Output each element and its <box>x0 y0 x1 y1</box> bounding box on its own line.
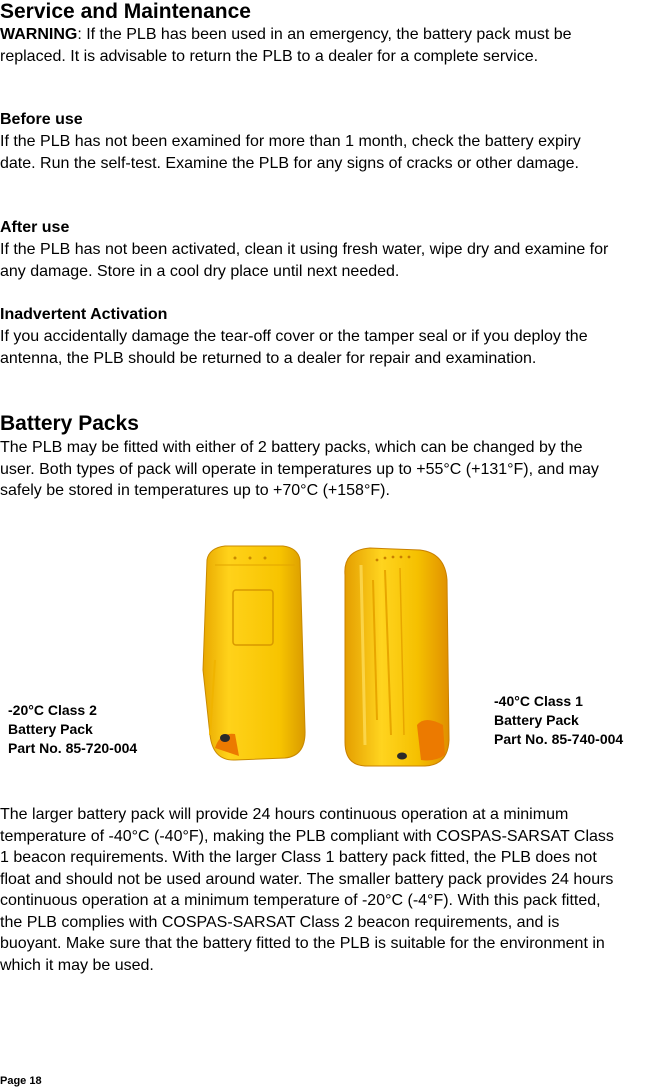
battery-packs-detail: The larger battery pack will provide 24 hours continuous operation at a minimum temperature of -40°C (-40°F), making the PLB compliant with COSPAS-SARSAT Class 1 beacon requirements. With the larger Class 1 battery pack fitted, the PLB does not float and should not be used around water. The smaller battery pack provides 24 hours continuous operation at a minimum temperature of -20°C (-4°F). With this pack fitted, the PLB complies with COSPAS-SARSAT Class 2 beacon requirements, and is buoyant. Make sure that the battery fitted to the PLB is suitable for the environment in which it may be used. <box>0 806 614 974</box>
inadvertent-activation-heading: Inadvertent Activation <box>0 306 168 323</box>
service-title: Service and Maintenance <box>0 0 251 23</box>
warning-label: WARNING <box>0 26 78 43</box>
warning-text: : If the PLB has been used in an emergency, the battery pack must be replaced. It is advisable to return the PLB to a dealer for a complete service. <box>0 26 572 65</box>
page-number: Page 18 <box>0 1075 42 1087</box>
after-use-heading: After use <box>0 219 70 236</box>
class2-battery-pack-image <box>203 546 305 760</box>
class2-caption: -20°C Class 2 Battery Pack Part No. 85-720-004 <box>8 702 138 756</box>
battery-packs-intro: The PLB may be fitted with either of 2 battery packs, which can be changed by the user. Both types of pack will operate in temperatures up to +55°C (+131°F), and may safely be stored in temperatures up to +70°C (+158°F). <box>0 439 599 499</box>
class1-caption: -40°C Class 1 Battery Pack Part No. 85-740-004 <box>494 693 624 747</box>
warning-paragraph <box>0 24 620 67</box>
class1-battery-pack-image <box>345 548 449 766</box>
battery-packs-title: Battery Packs <box>0 412 139 435</box>
battery-packs-photo <box>155 520 480 795</box>
before-use-text: If the PLB has not been examined for more than 1 month, check the battery expiry date. Run the self-test. Examine the PLB for any signs of cracks or other damage. <box>0 133 581 172</box>
before-use-heading: Before use <box>0 111 83 128</box>
after-use-text: If the PLB has not been activated, clean it using fresh water, wipe dry and examine for any damage. Store in a cool dry place until next needed. <box>0 241 609 280</box>
inadvertent-activation-text: If you accidentally damage the tear-off cover or the tamper seal or if you deploy the antenna, the PLB should be returned to a dealer for repair and examination. <box>0 328 588 367</box>
